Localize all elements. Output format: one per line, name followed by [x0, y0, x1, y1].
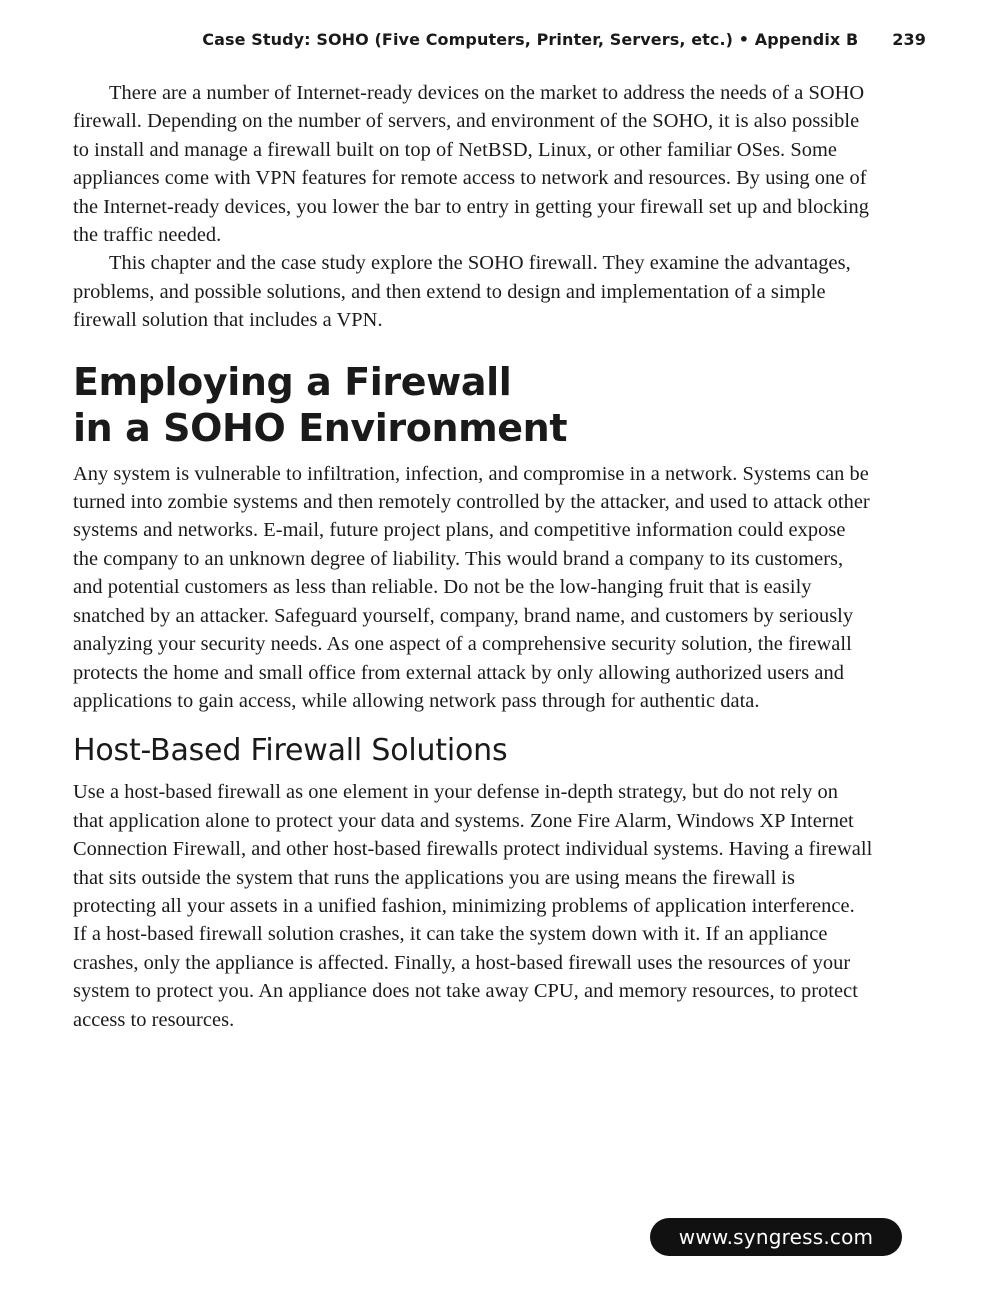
section-paragraph-employing-firewall: Any system is vulnerable to infiltration, infection, and compromise in a network. Systems can be turned into zombie systems and then remotely controlled by the attacker, and used to attack other systems and networks. E-mail, future project plans, and competitive information could expose the company to an unknown degree of liability. This would brand a company to its customers, and potential customers as less than reliable. Do not be the low-hanging fruit that is easily snatched by an attacker. Safeguard yourself, company, brand name, and customers by seriously analyzing your security needs. As one aspect of a comprehensive security solution, the firewall protects the home and small office from external attack by only allowing authorized users and applications to gain access, while allowing network pass through for authentic data. — [73, 462, 870, 712]
page-number: 239 — [892, 30, 926, 49]
section-heading-line-1: Employing a Firewall — [73, 359, 512, 404]
subsection-heading-host-based: Host-Based Firewall Solutions — [73, 733, 508, 769]
subsection-paragraph-host-based: Use a host-based firewall as one element in your defense in-depth strategy, but do not rely on that application alone to protect your data and systems. Zone Fire Alarm, Windows XP Internet Connection Firewall, and other host-based firewalls protect individual systems. Having a firewall that sits outside the system that runs the applications you are using means the firewall is protecting all your assets in a unified fashion, minimizing problems of application interference. If a host-based firewall solution crashes, it can take the system down with it. If an appliance crashes, only the appliance is affected. Finally, a host-based firewall uses the resources of your system to protect you. An appliance does not take away CPU, and memory resources, to protect access to resources. — [73, 781, 873, 1031]
intro-paragraph-2: This chapter and the case study explore the SOHO firewall. They examine the advantages, problems, and possible solutions, and then extend to design and implementation of a simple firewall solution that includes a VPN. — [73, 252, 851, 332]
main-content — [73, 79, 873, 1034]
section-heading-line-2: in a SOHO Environment — [73, 405, 568, 450]
intro-paragraph-1: There are a number of Internet-ready devices on the market to address the needs of a SOHO firewall. Depending on the number of servers, and environment of the SOHO, it is also possible to install and manage a firewall built on top of NetBSD, Linux, or other familiar OSes. Some appliances come with VPN features for remote access to network and resources. By using one of the Internet-ready devices, you lower the bar to entry in getting your firewall set up and blocking the traffic needed. — [73, 82, 869, 247]
running-header — [202, 30, 926, 49]
running-header-title: Case Study: SOHO (Five Computers, Printer, Servers, etc.) • Appendix B — [202, 30, 859, 49]
publisher-url-badge: www.syngress.com — [650, 1218, 902, 1256]
section-heading-employing-firewall — [73, 359, 873, 451]
